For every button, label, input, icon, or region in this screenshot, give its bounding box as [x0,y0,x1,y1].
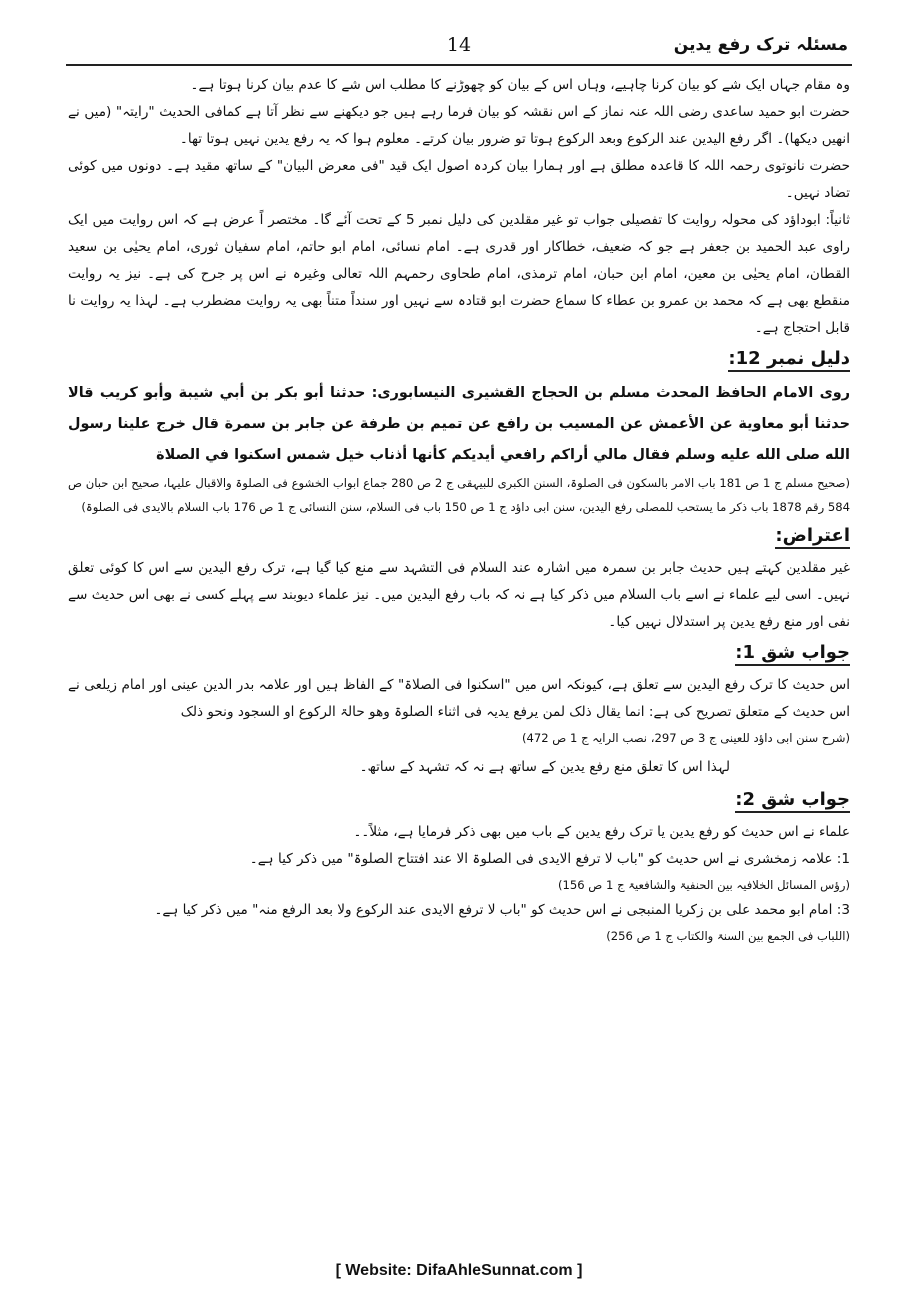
answer-2-item-1: 1: علامہ زمخشری نے اس حدیث کو "باب لا ترفع الایدی فی الصلوۃ الا عند افتتاح الصلوۃ" میں ذکر کیا ہے۔ [249,851,850,867]
paragraph-4: ثانیاً: ابوداؤد کی محولہ روایت کا تفصیلی جواب تو غیر مقلدین کی دلیل نمبر 5 کے تحت آئے گا۔ مختصر اً عرض ہے کہ اس روایت میں ایک راوی عبد الحمید بن جعفر ہے جو کہ ضعیف، خطاکار اور قدری ہے۔ امام نسائی، امام ابو حاتم، امام سفیان ثوری، امام یحیٰی بن سعید القطان، امام یحیٰی بن معین، امام ابن حبان، امام ترمذی، امام طحاوی رحمہم اللہ تعالی وغیرہ نے اس پر جرح کی ہے۔ نیز یہ روایت منقطع بھی ہے کہ محمد بن عمرو بن عطاء کا سماع حضرت ابو قتادہ سے نہیں اور سنداً متناً بھی یہ روایت مضطرب ہے۔ لہذا یہ روایت نا قابل احتجاج ہے۔ [68,212,850,336]
header-title: مسئلہ ترک رفع یدین [673,35,848,55]
hadith-reference: (صحیح مسلم ج 1 ص 181 باب الامر بالسکون فی الصلوۃ، السنن الکبری للبیہقی ج 2 ص 280 جماع ابواب الخشوع فی الصلوۃ والاقبال علیہا، صحیح ابن حبان ص 584 رقم 1878 باب ذکر ما یستحب للمصلی رفع الیدین، سنن ابی داؤد ج 1 ص 150 باب فی السلام، سنن النسائی ج 1 ص 176 باب السلام بالایدی فی الصلوۃ) [68,476,851,514]
answer-2-intro: علماء نے اس حدیث کو رفع یدین یا ترک رفع یدین کے باب میں بھی ذکر فرمایا ہے، مثلاً۔۔ [353,824,850,840]
paragraph-1: وہ مقام جہاں ایک شے کو بیان کرنا چاہیے، وہاں اس کے بیان کو چھوڑنے کا مطلب اس شے کا عدم بیان کرنا ہوتا ہے۔ [190,77,850,93]
heading-dalil-12-text: دلیل نمبر 12: [728,348,850,372]
header-divider [66,64,852,66]
page-number: 14 [446,34,472,56]
paragraph-3: حضرت نانوتوی رحمہ اللہ کا قاعدہ مطلق ہے اور ہمارا بیان کردہ اصول ایک قید "فی معرض البیان" کے ساتھ مقید ہے۔ دونوں میں کوئی تضاد نہیں۔ [68,158,850,201]
website-footer: [ Website: DifaAhleSunnat.com ] [335,1262,583,1279]
heading-answer-2 [68,785,850,815]
paragraph-2: حضرت ابو حمید ساعدی رضی اللہ عنہ نماز کے اس نقشہ کو بیان فرما رہے ہیں جو دیکھنے سے نظر آتا ہے کمافی الحدیث "رایتہ" (میں نے انھیں دیکھا)۔ اگر رفع الیدین عند الرکوع وبعد الرکوع ہوتا تو ضرور بیان کرتے۔ معلوم ہوا کہ یہ رفع یدین نہیں ہوتا تھا۔ [68,104,850,147]
answer-2-item-3-reference: (اللباب فی الجمع بین السنۃ والکتاب ج 1 ص 256) [606,929,850,943]
answer-2-item-3: 3: امام ابو محمد علی بن زکریا المنبجی نے اس حدیث کو "باب لا ترفع الایدی عند الرکوع ولا بعد الرفع منہ" میں ذکر کیا ہے۔ [154,902,850,918]
answer-1-conclusion: لہذا اس کا تعلق منع رفع یدین کے ساتھ ہے نہ کہ تشہد کے ساتھ۔ [359,759,730,775]
objection-text: غیر مقلدین کہتے ہیں حدیث جابر بن سمرہ میں اشارہ عند السلام فی التشہد سے منع کیا گیا ہے، ترک رفع الیدین سے اس کا کوئی تعلق نہیں۔ اسی لیے علماء نے اسے باب السلام میں ذکر کیا ہے نہ کہ باب رفع الیدین میں۔ نیز علماء دیوبند سے پہلے کسی نے بھی اس حدیث سے نفی اور منع رفع یدین پر استدلال نہیں کیا۔ [68,560,850,630]
answer-1-reference: (شرح سنن ابی داؤد للعینی ج 3 ص 297، نصب الرایہ ج 1 ص 472) [521,731,850,745]
page-body [68,72,850,948]
heading-answer-1-text: جواب شق 1: [735,642,850,666]
heading-answer-1 [68,638,850,668]
hadith-arabic: روی الامام الحافظ المحدث مسلم بن الحجاج القشیری النیسابوری: حدثنا أبو بکر بن أبي شیبة وأبو کریب قالا حدثنا أبو معاویة عن الأعمش عن المسیب بن رافع عن تمیم بن طرفة عن جابر بن سمرة قال خرج علینا رسول الله صلی الله علیه وسلم فقال مالي أراکم رافعي أیدیکم کأنها أذناب خیل شمس اسکنوا في الصلاة [68,385,850,463]
heading-dalil-12 [68,344,850,374]
heading-objection-text: اعتراض: [775,525,850,549]
heading-answer-2-text: جواب شق 2: [735,789,850,813]
answer-1-text: اس حدیث کا ترک رفع الیدین سے تعلق ہے، کیونکہ اس میں "اسکنوا فی الصلاۃ" کے الفاظ ہیں اور علامہ بدر الدین عینی اور امام زیلعی نے اس حدیث کے متعلق تصریح کی ہے: انما یقال ذلک لمن یرفع یدیہ فی اثناء الصلوۃ وھو حالۃ الرکوع او السجود ونحو ذلک [68,677,850,720]
page-header [70,34,848,64]
answer-2-item-1-reference: (رؤس المسائل الخلافیہ بین الحنفیۃ والشافعیۃ ج 1 ص 156) [557,878,850,892]
heading-objection [68,521,850,551]
